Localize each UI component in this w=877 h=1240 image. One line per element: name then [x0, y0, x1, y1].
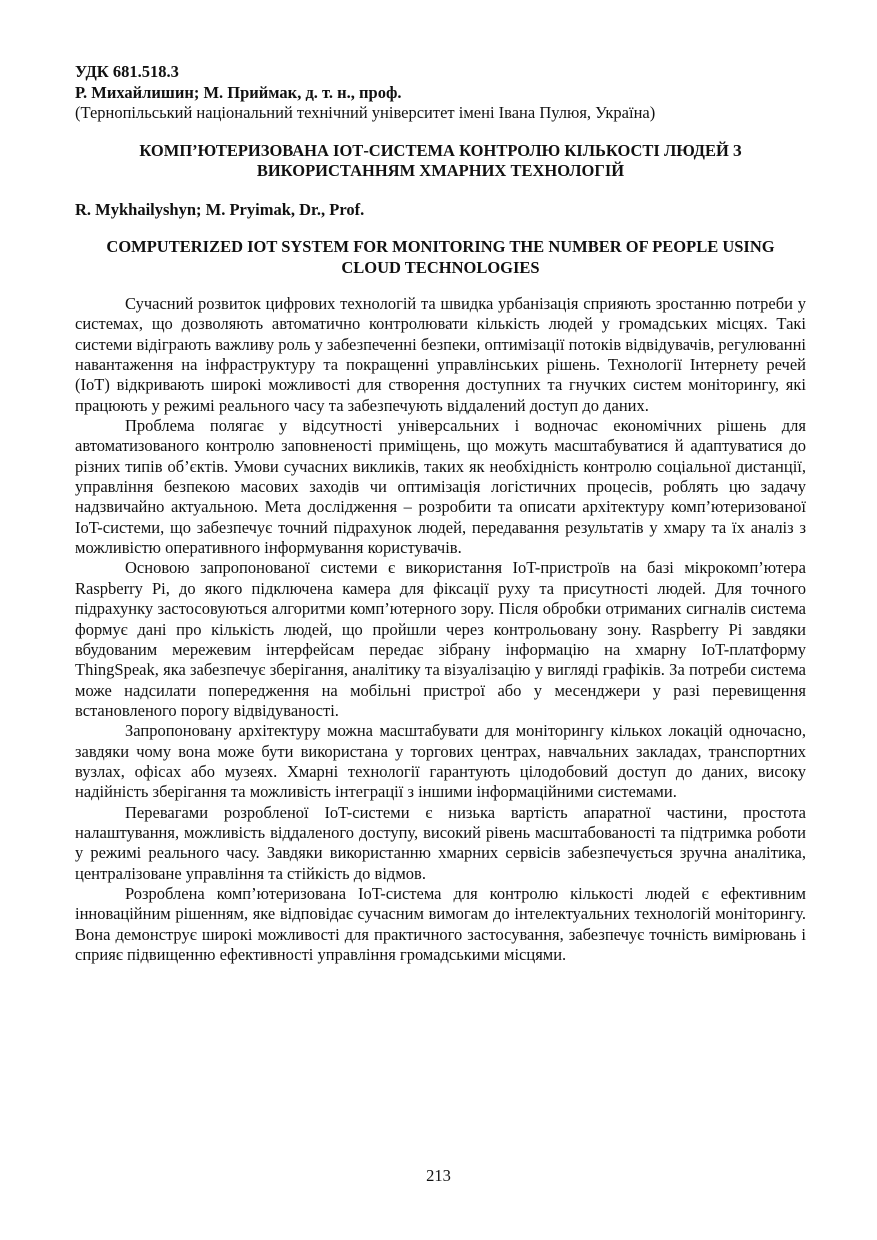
paper-page — [75, 62, 806, 965]
page-number: 213 — [426, 1166, 451, 1185]
paragraph-scalability: Запропоновану архітектуру можна масштабувати для моніторингу кількох локацій одночасно, завдяки чому вона може бути використана у торгових центрах, навчальних закладах, транспортних вузлах, офісах або музеях. Хмарні технології гарантують цілодобовий доступ до даних, високу надійність зберігання та можливість інтеграції з іншими інформаційними системами. — [75, 721, 806, 802]
paragraph-advantages: Перевагами розробленої IoT-системи є низька вартість апаратної частини, простота налаштування, можливість віддаленого доступу, високий рівень масштабованості та підтримка роботи у режимі реального часу. Завдяки використанню хмарних сервісів забезпечується зручна аналітика, централізоване управління та стійкість до відмов. — [75, 802, 806, 883]
paragraph-problem: Проблема полягає у відсутності універсальних і водночас економічних рішень для автоматизованого контролю заповненості приміщень, що можуть масштабуватися й адаптуватися до різних типів об’єктів. Умови сучасних викликів, таких як необхідність контролю соціальної дистанції, управління безпекою масових заходів чи оптимізація логістичних процесів, роблять цю задачу надзвичайно актуальною. Мета дослідження – розробити та описати архітектуру комп’ютеризованої IoT-системи, що забезпечує точний підрахунок людей, передавання результатів у хмару та їх аналіз з можливістю оперативного інформування користувачів. — [75, 416, 806, 558]
authors-ukrainian: Р. Михайлишин; М. Приймак, д. т. н., проф. — [75, 82, 402, 102]
abstract-body — [75, 294, 806, 965]
paragraph-introduction: Сучасний розвиток цифрових технологій та швидка урбанізація сприяють зростанню потреби у системах, що дозволяють автоматично контролювати кількість людей у громадських місцях. Такі системи відіграють важливу роль у забезпеченні безпеки, оптимізації потоків відвідувачів, регулюванні навантаження на інфраструктуру та покращенні управлінських рішень. Технології Інтернету речей (IoT) відкривають широкі можливості для створення доступних та гнучких систем моніторингу, які працюють у режимі реального часу та забезпечують віддалений доступ до даних. — [75, 294, 806, 415]
authors-english: R. Mykhailyshyn; M. Pryimak, Dr., Prof. — [75, 199, 365, 219]
paragraph-conclusion: Розроблена комп’ютеризована IoT-система для контролю кількості людей є ефективним інноваційним рішенням, яке відповідає сучасним вимогам до інтелектуальних технологій моніторингу. Вона демонструє широкі можливості для практичного застосування, забезпечує точність вимірювань і сприяє підвищенню ефективності управління громадськими місцями. — [75, 883, 806, 964]
title-english: COMPUTERIZED IOT SYSTEM FOR MONITORING THE NUMBER OF PEOPLE USING CLOUD TECHNOLOGIES — [106, 237, 775, 277]
udk-code: УДК 681.518.3 — [75, 62, 179, 81]
title-ukrainian: КОМП’ЮТЕРИЗОВАНА ІОТ-СИСТЕМА КОНТРОЛЮ КІЛЬКОСТІ ЛЮДЕЙ З ВИКОРИСТАННЯМ ХМАРНИХ ТЕХНОЛОГІЙ — [139, 140, 742, 180]
affiliation: (Тернопільський національний технічний університет імені Івана Пулюя, Україна) — [75, 103, 656, 122]
paragraph-system-design: Основою запропонованої системи є використання IoT-пристроїв на базі мікрокомп’ютера Raspberry Pi, до якого підключена камера для фіксації руху та присутності людей. Для точного підрахунку застосовуються алгоритми комп’ютерного зору. Після обробки отриманих сигналів система формує дані про кількість людей, що пройшли через контрольовану зону. Raspberry Pi завдяки вбудованим мережевим інтерфейсам передає зібрану інформацію на хмарну IoT-платформу ThingSpeak, яка забезпечує зберігання, аналітику та візуалізацію у вигляді графіків. За потреби система може надсилати попередження на мобільні пристрої або у месенджери у разі перевищення встановленого порогу відвідуваності. — [75, 558, 806, 720]
